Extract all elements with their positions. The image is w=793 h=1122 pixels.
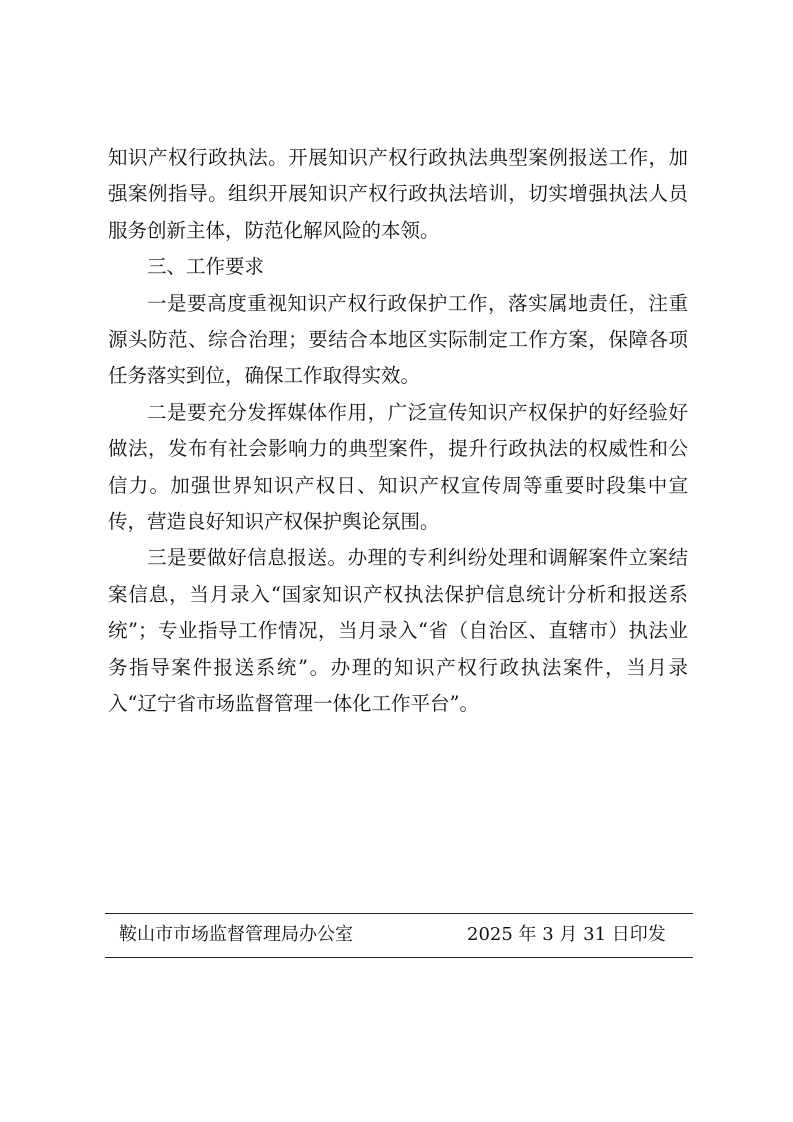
footer-top-rule	[105, 913, 693, 914]
footer-issuer: 鞍山市市场监督管理局办公室	[119, 924, 353, 945]
paragraph-requirement-two: 二是要充分发挥媒体作用，广泛宣传知识产权保护的好经验好做法，发布有社会影响力的典型案件，提升行政执法的权威性和公信力。加强世界知识产权日、知识产权宣传周等重要时段集中宣传，营造良好知识产权保护舆论氛围。	[108, 400, 688, 534]
section-heading-work-requirements: 三、工作要求	[147, 255, 265, 279]
paragraph-enforcement-continuation: 知识产权行政执法。开展知识产权行政执法典型案例报送工作，加强案例指导。组织开展知识产权行政执法培训，切实增强执法人员服务创新主体，防范化解风险的本领。	[108, 146, 688, 242]
footer-issue-date: 2025 年 3 月 31 日印发	[467, 924, 666, 945]
paragraph-requirement-three: 三是要做好信息报送。办理的专利纠纷处理和调解案件立案结案信息，当月录入“国家知识产权执法保护信息统计分析和报送系统”；专业指导工作情况，当月录入“省（自治区、直辖市）执法业务指导案件报送系统”。办理的知识产权行政执法案件，当月录入“辽宁省市场监督管理一体化工作平台”。	[108, 546, 688, 716]
document-body	[108, 140, 688, 723]
footer-bottom-rule	[105, 957, 693, 958]
paragraph-requirement-one: 一是要高度重视知识产权行政保护工作，落实属地责任，注重源头防范、综合治理；要结合本地区实际制定工作方案，保障各项任务落实到位，确保工作取得实效。	[108, 291, 688, 388]
